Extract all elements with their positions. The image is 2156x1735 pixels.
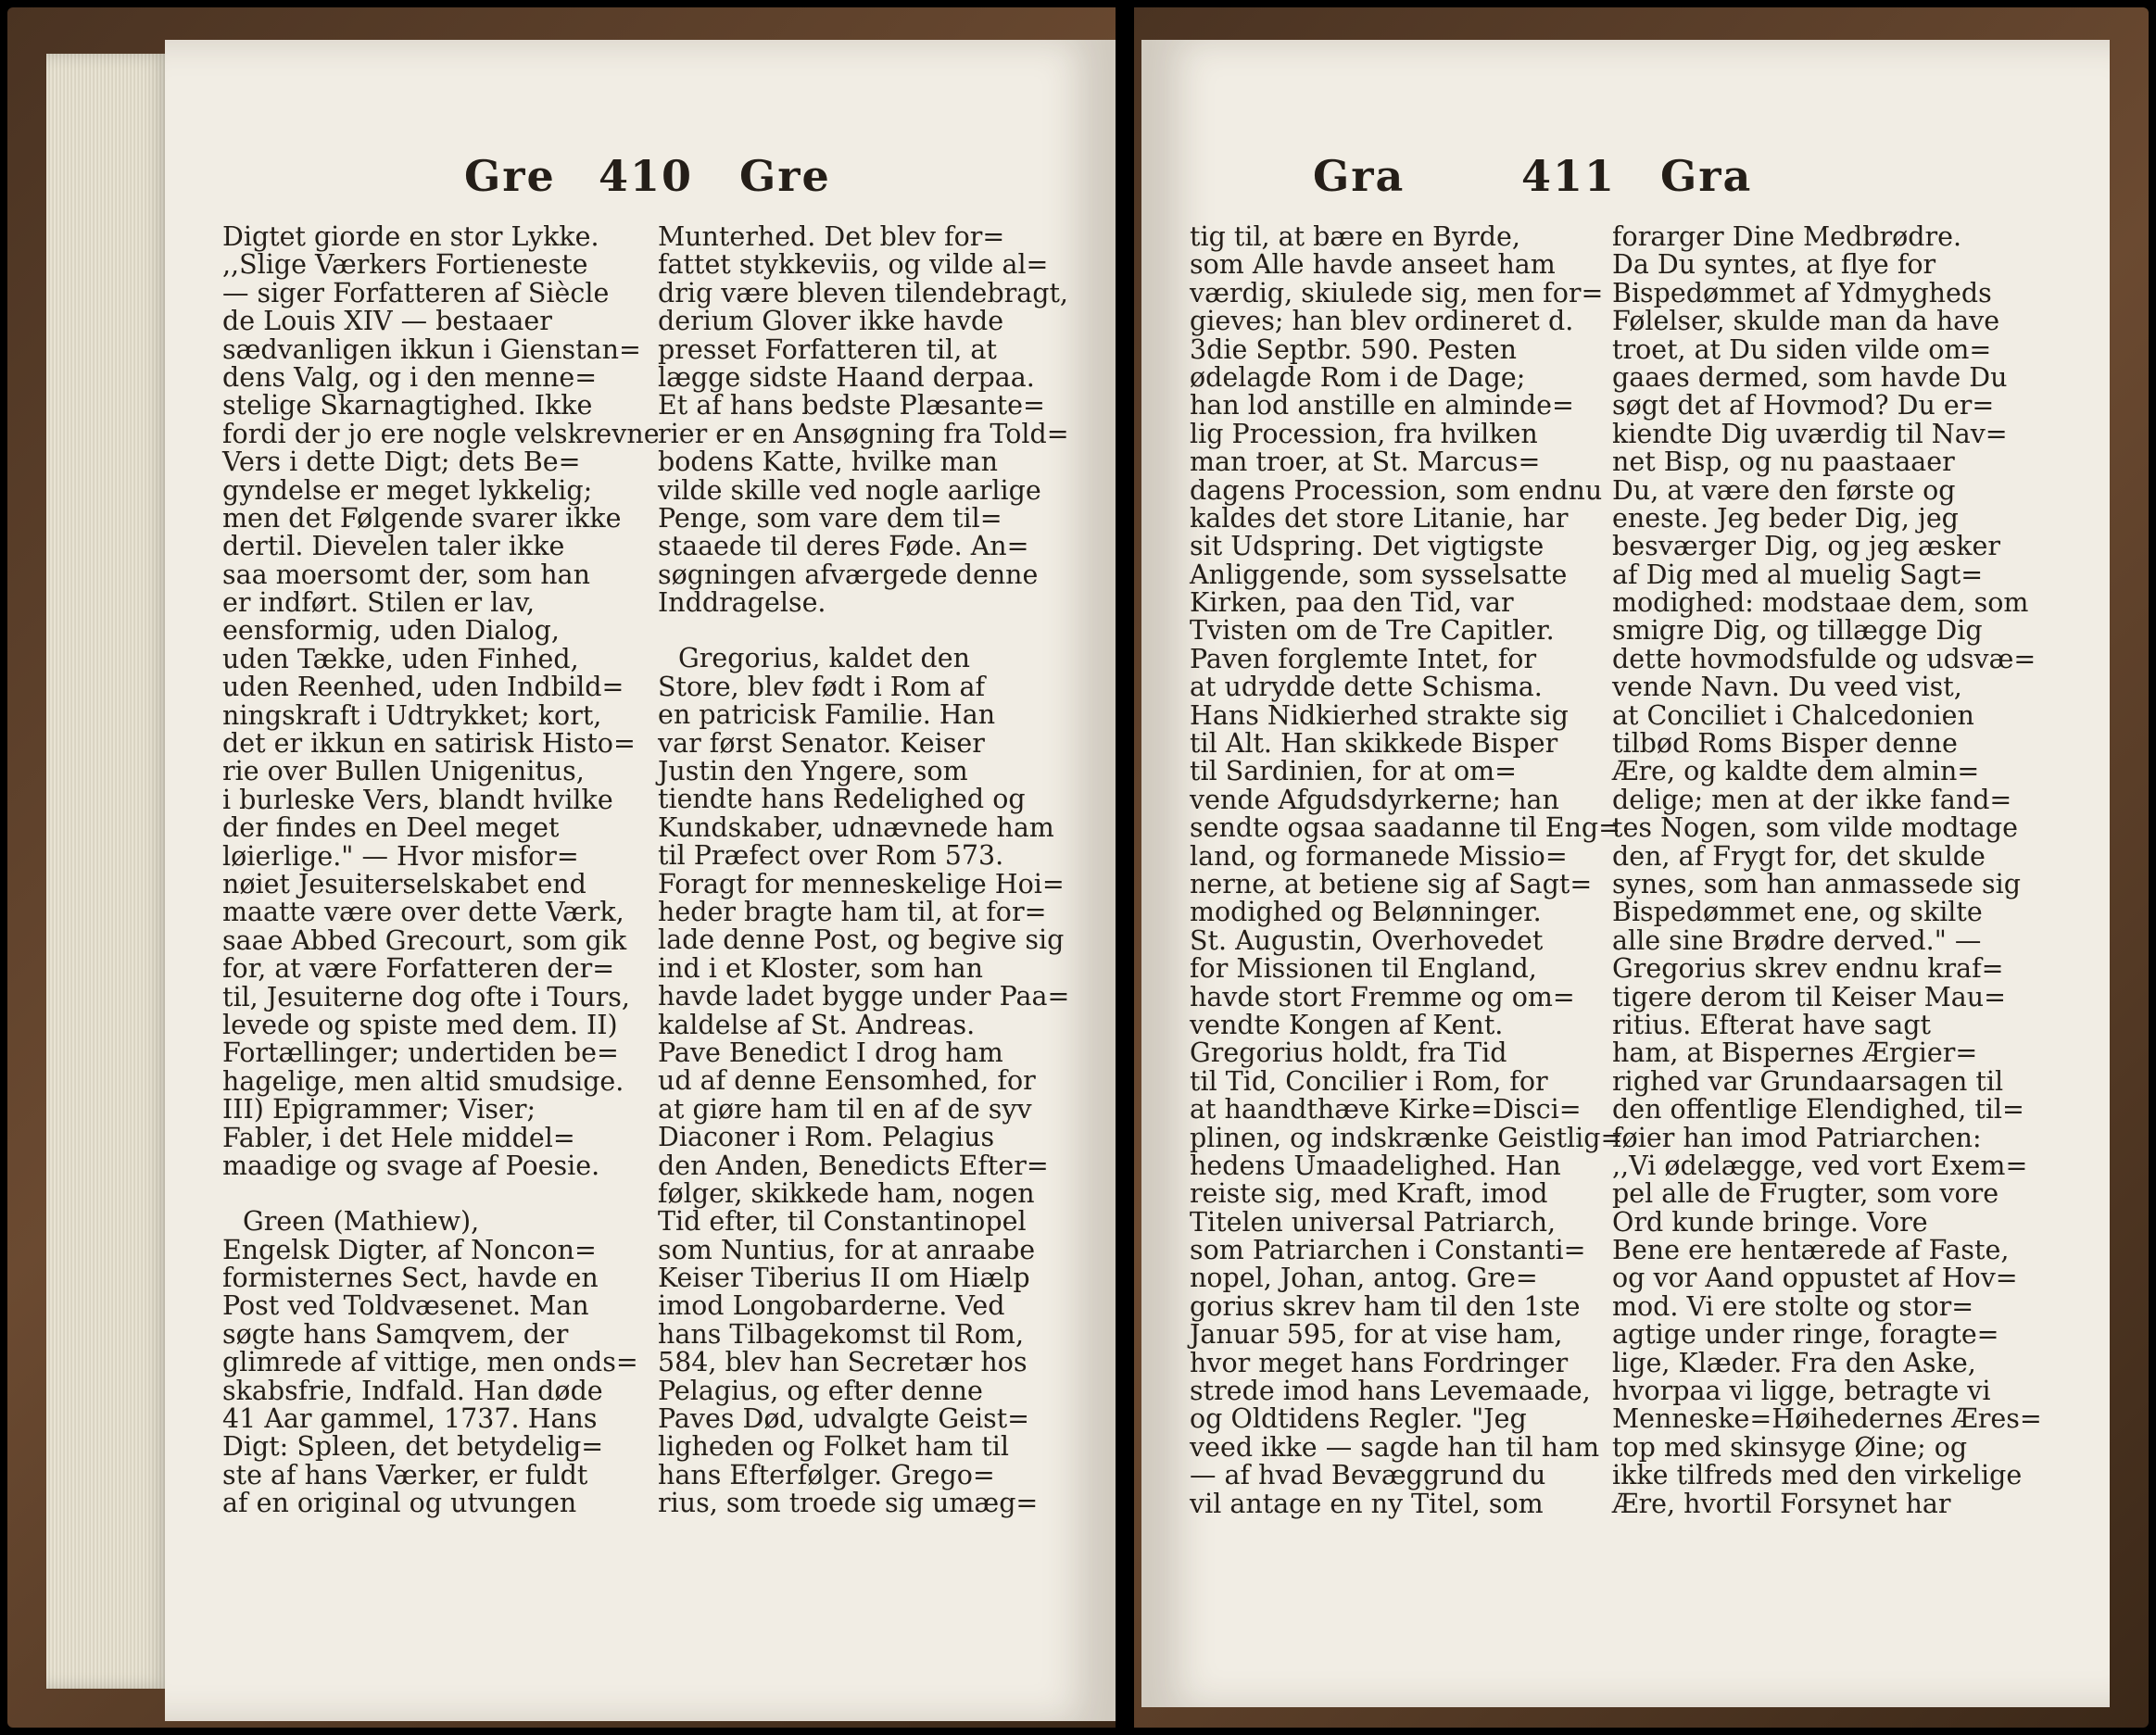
left-header-right: Gre — [739, 151, 831, 201]
text-line: uden Reenhed, uden Indbild= — [222, 672, 624, 703]
text-line: III) Epigrammer; Viser; — [222, 1094, 536, 1125]
left-column-2 — [658, 223, 1071, 1518]
text-line: delige; men at der ikke fand= — [1612, 784, 2012, 815]
text-line: derium Glover ikke havde — [658, 306, 1004, 337]
text-line: tigere derom til Keiser Mau= — [1612, 981, 2007, 1012]
text-line: Da Du syntes, at flye for — [1612, 249, 1936, 281]
text-line: Engelsk Digter, af Noncon= — [222, 1234, 597, 1265]
text-line: søgt det af Hovmod? Du er= — [1612, 390, 1995, 421]
text-line: Green (Mathiew), — [243, 1206, 480, 1238]
text-line: St. Augustin, Overhovedet — [1190, 924, 1544, 956]
text-line: løierlige." — Hvor misfor= — [222, 840, 579, 872]
text-line: synes, som han anmassede sig — [1612, 868, 2021, 899]
text-line: drig være bleven tilendebragt, — [658, 277, 1068, 308]
text-line: vende Navn. Du veed vist, — [1612, 672, 1962, 703]
text-line: Januar 595, for at vise ham, — [1190, 1319, 1563, 1351]
text-line: hvorpaa vi ligge, betragte vi — [1612, 1376, 1991, 1407]
right-header-left: Gra — [1313, 151, 1406, 201]
text-line: strede imod hans Levemaade, — [1190, 1376, 1591, 1407]
text-line: til Sardinien, for at om= — [1190, 756, 1518, 787]
text-line: pel alle de Frugter, som vore — [1612, 1178, 1999, 1210]
text-line: kaldes det store Litanie, har — [1190, 502, 1569, 534]
text-line: fattet stykkeviis, og vilde al= — [658, 249, 1049, 281]
paragraph-gap — [658, 617, 1071, 645]
text-line: men det Følgende svarer ikke — [222, 502, 622, 534]
text-line: Digtet giorde en stor Lykke. — [222, 221, 599, 252]
text-line: Diaconer i Rom. Pelagius — [658, 1122, 995, 1153]
text-line: plinen, og indskrænke Geistlig= — [1190, 1122, 1623, 1153]
text-line: at Conciliet i Chalcedonien — [1612, 699, 1974, 731]
text-line: følger, skikkede ham, nogen — [658, 1177, 1035, 1209]
text-line: ritius. Efterat have sagt — [1612, 1009, 1931, 1040]
text-line: formisternes Sect, havde en — [222, 1263, 599, 1294]
text-line: ødelagde Rom i de Dage; — [1190, 361, 1526, 393]
text-line: var først Senator. Keiser — [658, 727, 985, 759]
text-line: at udrydde dette Schisma. — [1190, 672, 1543, 703]
text-line: Titelen universal Patriarch, — [1190, 1206, 1557, 1238]
text-line: at haandthæve Kirke=Disci= — [1190, 1094, 1582, 1125]
text-line: tilbød Roms Bisper denne — [1612, 728, 1958, 760]
text-line: dette hovmodsfulde og udsvæ= — [1612, 643, 2036, 674]
text-line: 3die Septbr. 590. Pesten — [1190, 333, 1517, 365]
text-line: hans Efterfølger. Grego= — [658, 1459, 995, 1490]
text-line: Keiser Tiberius II om Hiælp — [658, 1263, 1030, 1294]
right-column-1 — [1190, 221, 1623, 1519]
text-line: Post ved Toldvæsenet. Man — [222, 1290, 589, 1322]
text-line: til Tid, Concilier i Rom, for — [1190, 1065, 1548, 1097]
text-line: gyndelse er meget lykkelig; — [222, 474, 593, 506]
text-line: Fabler, i det Hele middel= — [222, 1122, 575, 1153]
text-line: heder bragte ham til, at for= — [658, 896, 1047, 927]
text-line: havde stort Fremme og om= — [1190, 981, 1575, 1012]
text-line: Gregorius holdt, fra Tid — [1190, 1037, 1507, 1069]
text-line: lig Procession, fra hvilken — [1190, 418, 1538, 449]
text-line: smigre Dig, og tillægge Dig — [1612, 615, 1983, 647]
text-line: Justin den Yngere, som — [658, 756, 968, 787]
text-line: værdig, skiulede sig, men for= — [1190, 277, 1604, 308]
text-line: nopel, Johan, antog. Gre= — [1190, 1263, 1538, 1294]
text-line: reiste sig, med Kraft, imod — [1190, 1178, 1548, 1210]
text-line: gaaes dermed, som havde Du — [1612, 361, 2008, 393]
text-line: Du, at være den første og — [1612, 474, 1956, 506]
left-page — [165, 40, 1116, 1721]
text-line: alle sine Brødre derved." — — [1612, 924, 1982, 956]
text-line: lægge sidste Haand derpaa. — [658, 361, 1035, 393]
page-edge — [46, 54, 171, 1689]
text-line: ud af denne Eensomhed, for — [658, 1065, 1036, 1097]
text-line: den Anden, Benedicts Efter= — [658, 1150, 1049, 1181]
text-line: agtige under ringe, foragte= — [1612, 1319, 1999, 1351]
text-line: havde ladet bygge under Paa= — [658, 981, 1070, 1012]
text-line: Bene ere hentærede af Faste, — [1612, 1235, 2010, 1266]
text-line: righed var Grundaarsagen til — [1612, 1065, 2004, 1097]
text-line: hans Tilbagekomst til Rom, — [658, 1318, 1025, 1350]
text-line: og vor Aand oppustet af Hov= — [1612, 1263, 2018, 1294]
text-line: fordi der jo ere nogle velskrevne — [222, 418, 660, 449]
text-line: ind i et Kloster, som han — [658, 952, 984, 984]
text-line: mod. Vi ere stolte og stor= — [1612, 1290, 1974, 1322]
text-line: skabsfrie, Indfald. Han døde — [222, 1375, 603, 1406]
text-line: hagelige, men altid smudsige. — [222, 1065, 624, 1097]
text-line: sædvanligen ikkun i Gienstan= — [222, 333, 641, 365]
text-line: ,,Slige Værkers Fortieneste — [222, 249, 588, 281]
right-header-right: Gra — [1660, 151, 1753, 201]
text-line: som Alle havde anseet ham — [1190, 249, 1556, 281]
text-line: vendte Kongen af Kent. — [1190, 1009, 1504, 1040]
text-line: ham, at Bispernes Ærgier= — [1612, 1037, 1978, 1069]
left-page-scan — [7, 7, 1116, 1728]
paragraph-gap — [222, 1180, 626, 1208]
text-line: land, og formanede Missio= — [1190, 840, 1568, 872]
text-line: Vers i dette Digt; dets Be= — [222, 446, 581, 478]
text-line: Digt: Spleen, det betydelig= — [222, 1431, 604, 1463]
text-line: Kirken, paa den Tid, var — [1190, 587, 1514, 619]
text-line: — siger Forfatteren af Siècle — [222, 277, 610, 308]
text-line: den, af Frygt for, det skulde — [1612, 840, 1986, 872]
text-line: forarger Dine Medbrødre. — [1612, 221, 1962, 252]
text-line: gieves; han blev ordineret d. — [1190, 306, 1574, 337]
text-line: af Dig med al muelig Sagt= — [1612, 559, 1984, 590]
text-line: levede og spiste med dem. II) — [222, 1009, 618, 1040]
text-line: tes Nogen, som vilde modtage — [1612, 812, 2019, 844]
text-line: Tid efter, til Constantinopel — [658, 1206, 1027, 1238]
text-line: dertil. Dievelen taler ikke — [222, 531, 565, 562]
text-line: dens Valg, og i den menne= — [222, 361, 598, 393]
text-line: rius, som troede sig umæg= — [658, 1488, 1039, 1519]
text-line: Fortællinger; undertiden be= — [222, 1037, 619, 1069]
text-line: modighed: modstaae dem, som — [1612, 587, 2029, 619]
text-line: maatte være over dette Værk, — [222, 897, 624, 928]
text-line: ligheden og Folket ham til — [658, 1431, 1009, 1463]
text-line: ,,Vi ødelægge, ved vort Exem= — [1612, 1150, 2028, 1181]
text-line: glimrede af vittige, men onds= — [222, 1347, 638, 1378]
text-line: føier han imod Patriarchen: — [1612, 1122, 1982, 1153]
text-line: man troer, at St. Marcus= — [1190, 446, 1541, 478]
text-line: er indført. Stilen er lav, — [222, 587, 536, 619]
left-running-header — [165, 151, 1116, 207]
text-line: Ord kunde bringe. Vore — [1612, 1206, 1928, 1238]
text-line: saae Abbed Grecourt, som gik — [222, 924, 627, 956]
text-line: uden Tække, uden Finhed, — [222, 643, 579, 674]
right-column-2 — [1612, 221, 2042, 1519]
text-line: saa moersomt der, som han — [222, 559, 590, 590]
text-line: for Missionen til England, — [1190, 953, 1537, 985]
text-line: Bispedømmet ene, og skilte — [1612, 897, 1983, 928]
text-line: rie over Bullen Unigenitus, — [222, 756, 585, 787]
text-line: Munterhed. Det blev for= — [658, 221, 1005, 252]
text-line: nerne, at betiene sig af Sagt= — [1190, 868, 1593, 899]
text-line: Ære, hvortil Forsynet har — [1612, 1488, 1951, 1519]
right-page — [1141, 40, 2110, 1707]
text-line: Tvisten om de Tre Capitler. — [1190, 615, 1555, 647]
text-line: sit Udspring. Det vigtigste — [1190, 531, 1545, 562]
text-line: nøiet Jesuiterselskabet end — [222, 868, 586, 899]
text-line: dagens Procession, som endnu — [1190, 474, 1603, 506]
text-line: og Oldtidens Regler. "Jeg — [1190, 1403, 1527, 1435]
text-line: søgte hans Samqvem, der — [222, 1318, 569, 1350]
text-line: troet, at Du siden vilde om= — [1612, 333, 1992, 365]
text-line: til Alt. Han skikkede Bisper — [1190, 728, 1558, 760]
text-line: til Præfect over Rom 573. — [658, 840, 1004, 872]
right-page-scan — [1134, 7, 2149, 1728]
text-line: top med skinsyge Øine; og — [1612, 1431, 1968, 1463]
text-line: som Nuntius, for at anraabe — [658, 1234, 1036, 1265]
left-column-1 — [222, 221, 660, 1519]
text-line: 584, blev han Secretær hos — [658, 1347, 1028, 1378]
text-line: bodens Katte, hvilke man — [658, 446, 998, 478]
text-line: Anliggende, som sysselsatte — [1190, 559, 1568, 590]
text-line: gorius skrev ham til den 1ste — [1190, 1290, 1581, 1322]
text-line: Paven forglemte Intet, for — [1190, 643, 1537, 674]
text-line: modighed og Belønninger. — [1190, 897, 1542, 928]
text-line: presset Forfatteren til, at — [658, 333, 997, 365]
text-line: for, at være Forfatteren der= — [222, 953, 615, 985]
left-header-left: Gre — [464, 151, 556, 201]
text-line: søgningen afværgede denne — [658, 559, 1039, 590]
right-running-header — [1141, 151, 2110, 207]
text-line: hvor meget hans Fordringer — [1190, 1347, 1569, 1378]
text-line: ikke tilfreds med den virkelige — [1612, 1460, 2023, 1491]
text-line: ningskraft i Udtrykket; kort, — [222, 699, 602, 731]
text-line: sendte ogsaa saadanne til Eng= — [1190, 812, 1621, 844]
text-line: Penge, som vare dem til= — [658, 502, 1002, 534]
text-line: lige, Klæder. Fra den Aske, — [1612, 1347, 1976, 1378]
text-line: Menneske=Høihedernes Æres= — [1612, 1403, 2042, 1435]
text-line: ste af hans Værker, er fuldt — [222, 1459, 588, 1490]
text-line: Paves Død, udvalgte Geist= — [658, 1403, 1030, 1435]
text-line: der findes en Deel meget — [222, 812, 560, 844]
text-line: tiendte hans Redelighed og — [658, 784, 1026, 815]
text-line: besværger Dig, og jeg æsker — [1612, 531, 2001, 562]
text-line: — af hvad Bevæggrund du — [1190, 1460, 1546, 1491]
text-line: 41 Aar gammel, 1737. Hans — [222, 1403, 598, 1435]
text-line: eensformig, uden Dialog, — [222, 615, 560, 647]
text-line: lade denne Post, og begive sig — [658, 924, 1065, 956]
text-line: til, Jesuiterne dog ofte i Tours, — [222, 981, 630, 1012]
text-line: veed ikke — sagde han til ham — [1190, 1431, 1600, 1463]
text-line: som Patriarchen i Constanti= — [1190, 1235, 1586, 1266]
text-line: vende Afgudsdyrkerne; han — [1190, 784, 1559, 815]
text-line: Pelagius, og efter denne — [658, 1375, 983, 1406]
text-line: Et af hans bedste Plæsante= — [658, 390, 1045, 421]
text-line: tig til, at bære en Byrde, — [1190, 221, 1520, 252]
text-line: en patricisk Familie. Han — [658, 699, 996, 731]
text-line: hedens Umaadelighed. Han — [1190, 1150, 1561, 1181]
text-line: Store, blev født i Rom af — [658, 671, 986, 702]
text-line: Gregorius skrev endnu kraf= — [1612, 953, 2004, 985]
text-line: vil antage en ny Titel, som — [1190, 1488, 1544, 1519]
text-line: Kundskaber, udnævnede ham — [658, 811, 1054, 843]
text-line: at giøre ham til en af de syv — [658, 1093, 1032, 1125]
text-line: maadige og svage af Poesie. — [222, 1150, 600, 1181]
text-line: Foragt for menneskelige Hoi= — [658, 868, 1065, 899]
text-line: rier er en Ansøgning fra Told= — [658, 418, 1069, 449]
text-line: Inddragelse. — [658, 587, 826, 619]
text-line: i burleske Vers, blandt hvilke — [222, 784, 613, 815]
text-line: Hans Nidkierhed strakte sig — [1190, 699, 1569, 731]
text-line: af en original og utvungen — [222, 1488, 577, 1519]
text-line: Gregorius, kaldet den — [678, 643, 970, 674]
right-page-number: 411 — [1521, 151, 1617, 201]
text-line: kiendte Dig uværdig til Nav= — [1612, 418, 2008, 449]
text-line: han lod anstille en alminde= — [1190, 390, 1574, 421]
text-line: Bispedømmet af Ydmygheds — [1612, 277, 1992, 308]
text-line: kaldelse af St. Andreas. — [658, 1009, 976, 1040]
text-line: vilde skille ved nogle aarlige — [658, 474, 1041, 506]
text-line: stelige Skarnagtighed. Ikke — [222, 390, 593, 421]
text-line: imod Longobarderne. Ved — [658, 1290, 1005, 1322]
text-line: eneste. Jeg beder Dig, jeg — [1612, 502, 1959, 534]
text-line: net Bisp, og nu paastaaer — [1612, 446, 1955, 478]
text-line: staaede til deres Føde. An= — [658, 531, 1029, 562]
text-line: de Louis XIV — bestaaer — [222, 306, 552, 337]
text-line: Følelser, skulde man da have — [1612, 306, 2000, 337]
left-page-number: 410 — [599, 151, 694, 201]
text-line: den offentlige Elendighed, til= — [1612, 1094, 2024, 1125]
text-line: Ære, og kaldte dem almin= — [1612, 756, 1980, 787]
text-line: Pave Benedict I drog ham — [658, 1037, 1003, 1068]
text-line: det er ikkun en satirisk Histo= — [222, 728, 636, 760]
